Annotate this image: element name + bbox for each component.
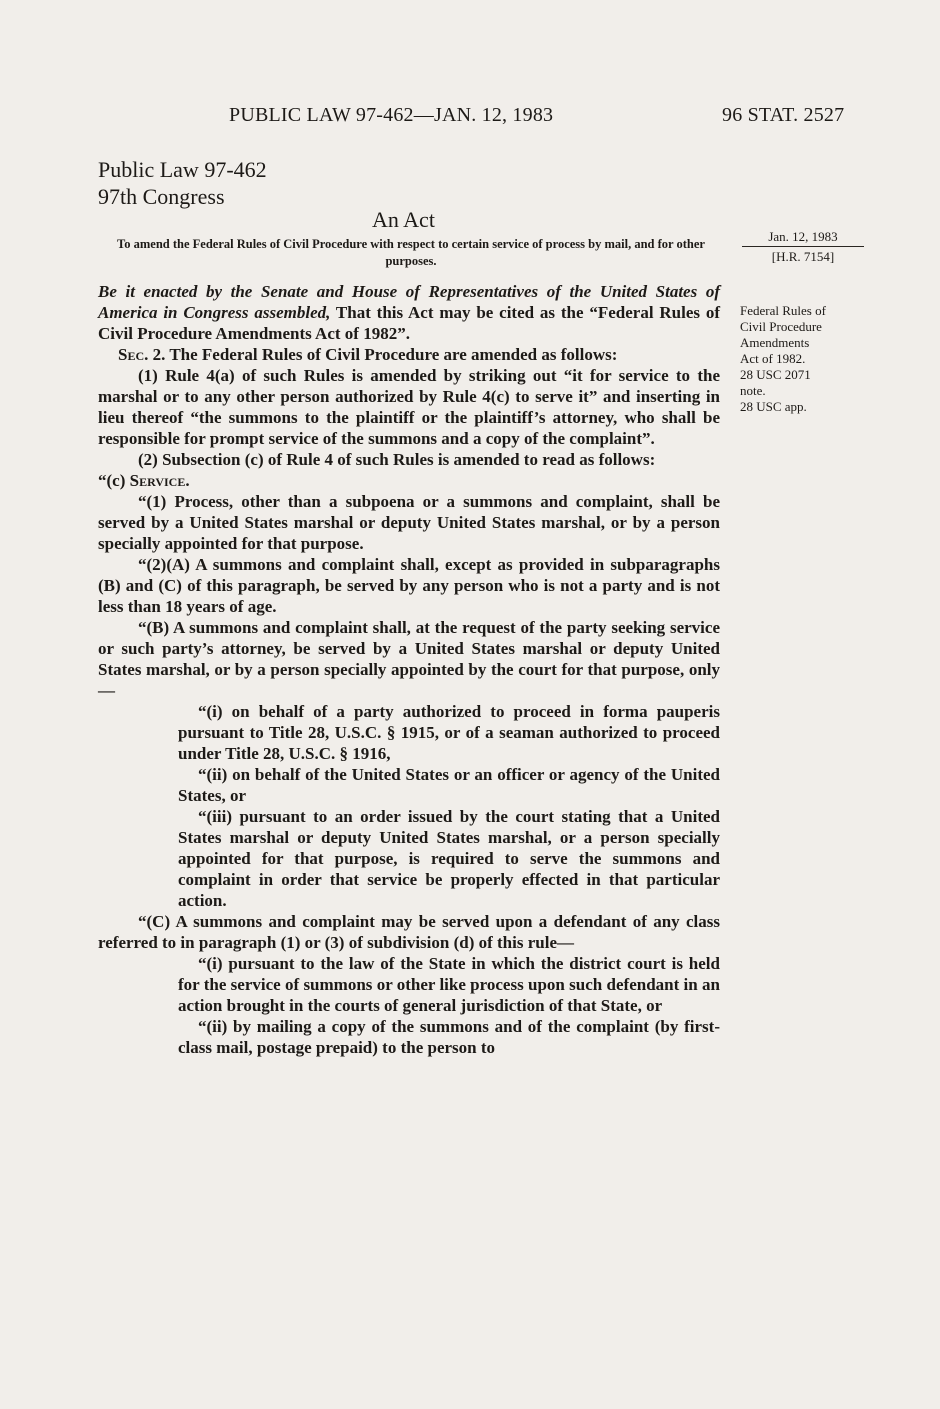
margin-notes bbox=[740, 303, 870, 415]
clause-c2c: “(C) A summons and complaint may be served upon a defendant of any class referred to in paragraph (1) or (3) of subdivision (d) of this rule— bbox=[98, 912, 720, 952]
running-header-left: PUBLIC LAW 97-462—JAN. 12, 1983 bbox=[229, 104, 554, 126]
enacting-clause bbox=[98, 281, 720, 344]
margin-divider bbox=[742, 246, 864, 247]
paragraph-2: (2) Subsection (c) of Rule 4 of such Rules is amended to read as follows: bbox=[138, 450, 656, 469]
margin-date-block bbox=[742, 228, 864, 265]
clause-c2c-i: “(i) pursuant to the law of the State in which the district court is held for the service of summons or other like process upon such defendant in an action brought in the courts of general jurisdiction of that State, or bbox=[178, 954, 720, 1015]
margin-note: 28 USC 2071 bbox=[740, 367, 811, 382]
subsection-c-heading bbox=[98, 470, 720, 491]
enacting-clause-italic: Be it enacted by the Senate and House of Representatives of the United States of America in Congress assembled, bbox=[98, 282, 720, 322]
clause-c2b: “(B) A summons and complaint shall, at the request of the party seeking service or such party’s attorney, be served by a United States marshal or deputy United States marshal, or by a person specially appointed by the court for that purpose, only— bbox=[98, 618, 720, 700]
congress-number: 97th Congress bbox=[98, 184, 225, 209]
margin-note: Act of 1982. bbox=[740, 351, 806, 366]
clause-c2b-ii: “(ii) on behalf of the United States or an officer or agency of the United States, or bbox=[178, 765, 720, 805]
act-heading: An Act bbox=[372, 207, 435, 232]
section-2-text: The Federal Rules of Civil Procedure are amended as follows: bbox=[165, 345, 618, 364]
margin-note: Amendments bbox=[740, 335, 810, 350]
clause-c2b-iii: “(iii) pursuant to an order issued by the court stating that a United States marshal or deputy United States marshal, or a person specially appointed for that purpose, is required to serve the summons and complaint in order that service be properly effected in that particular action. bbox=[178, 807, 720, 910]
margin-note: 28 USC app. bbox=[740, 399, 807, 414]
margin-note: Civil Procedure bbox=[740, 319, 822, 334]
paragraph-1: (1) Rule 4(a) of such Rules is amended by striking out “it for service to the marshal or to any other person authorized by Rule 4(c) to serve it” and inserting in lieu thereof “the summons to the plaintiff or the plaintiff’s attorney, who shall be responsible for prompt service of the summons and a copy of the complaint”. bbox=[98, 366, 720, 448]
clause-c2b-i: “(i) on behalf of a party authorized to proceed in forma pauperis pursuant to Title 28, U.S.C. § 1915, or of a seaman authorized to proceed under Title 28, U.S.C. § 1916, bbox=[178, 702, 720, 763]
section-2-label: Sec. 2. bbox=[118, 345, 166, 364]
enacting-clause-rest: That this Act may be cited as the “Federal Rules of Civil Procedure Amendments Act of 1982”. bbox=[98, 303, 720, 343]
clause-c2a: “(2)(A) A summons and complaint shall, except as provided in subparagraphs (B) and (C) of this paragraph, be served by any person who is not a party and is not less than 18 years of age. bbox=[98, 555, 720, 616]
clause-c2c-ii: “(ii) by mailing a copy of the summons and of the complaint (by first-class mail, postage prepaid) to the person to bbox=[178, 1017, 720, 1057]
margin-date: Jan. 12, 1983 bbox=[768, 229, 838, 244]
running-header-right: 96 STAT. 2527 bbox=[722, 104, 845, 126]
margin-note: Federal Rules of bbox=[740, 303, 826, 318]
margin-bill-number: [H.R. 7154] bbox=[771, 249, 835, 264]
act-body bbox=[98, 281, 720, 1058]
section-2 bbox=[98, 344, 720, 365]
margin-note: note. bbox=[740, 383, 766, 398]
clause-c1: “(1) Process, other than a subpoena or a summons and complaint, shall be served by a United States marshal or deputy United States marshal, or by a person specially appointed for that purpose. bbox=[98, 492, 720, 553]
subsection-c-title: Service. bbox=[129, 471, 190, 490]
act-purpose: To amend the Federal Rules of Civil Procedure with respect to certain service of process by mail, and for other purposes. bbox=[117, 237, 705, 268]
public-law-number: Public Law 97-462 bbox=[98, 157, 267, 182]
law-identifier bbox=[98, 156, 267, 210]
subsection-c-number: “(c) bbox=[98, 471, 130, 490]
